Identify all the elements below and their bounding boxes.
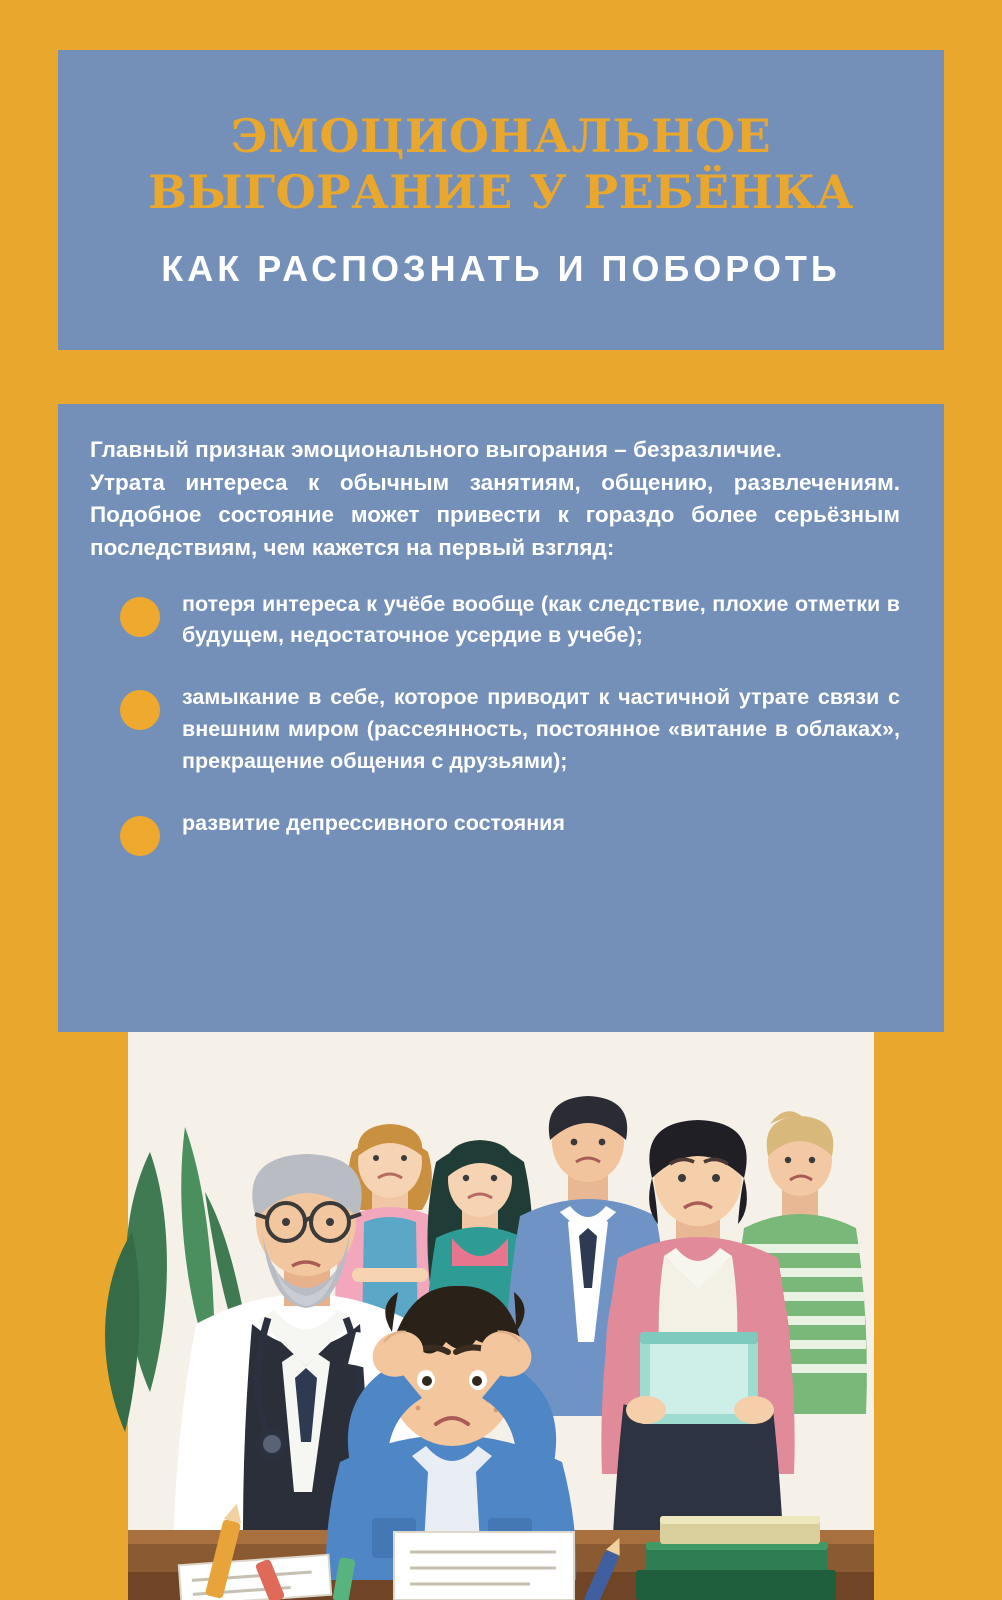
bullet-dot-icon xyxy=(120,816,160,856)
intro-line-1: Главный признак эмоционального выгорания – безразличие. xyxy=(90,437,782,462)
content-card xyxy=(58,404,944,1032)
intro-line-2: Утрата интереса к обычным занятиям, общению, развлечениям. Подобное состояние может привести к гораздо более серьёзным последствиям, чем кажется на первый взгляд: xyxy=(90,469,900,560)
list-item xyxy=(90,808,900,856)
intro-text xyxy=(90,434,900,565)
illustration xyxy=(0,1032,1002,1600)
paper-sheet xyxy=(394,1532,574,1600)
list-item xyxy=(90,589,900,653)
bullet-dot-icon xyxy=(120,690,160,730)
list-item-label: замыкание в себе, которое приводит к частичной утрате связи с внешним миром (рассеянность, постоянное «витание в облаках», прекращение общения с друзьями); xyxy=(182,685,900,773)
list-item-label: потеря интереса к учёбе вообще (как следствие, плохие отметки в будущем, недостаточное усердие в учебе); xyxy=(182,591,900,648)
page-subtitle: КАК РАСПОЗНАТЬ И ПОБОРОТЬ xyxy=(161,248,841,290)
list-item-label: развитие депрессивного состояния xyxy=(182,810,565,835)
header-card xyxy=(58,50,944,350)
symptom-list xyxy=(90,589,900,856)
list-item xyxy=(90,682,900,777)
book-stack xyxy=(636,1516,836,1600)
bullet-dot-icon xyxy=(120,597,160,637)
illustration-scene xyxy=(0,1032,1002,1600)
page-title: ЭМОЦИОНАЛЬНОЕ ВЫГОРАНИЕ У РЕБЁНКА xyxy=(148,108,854,219)
